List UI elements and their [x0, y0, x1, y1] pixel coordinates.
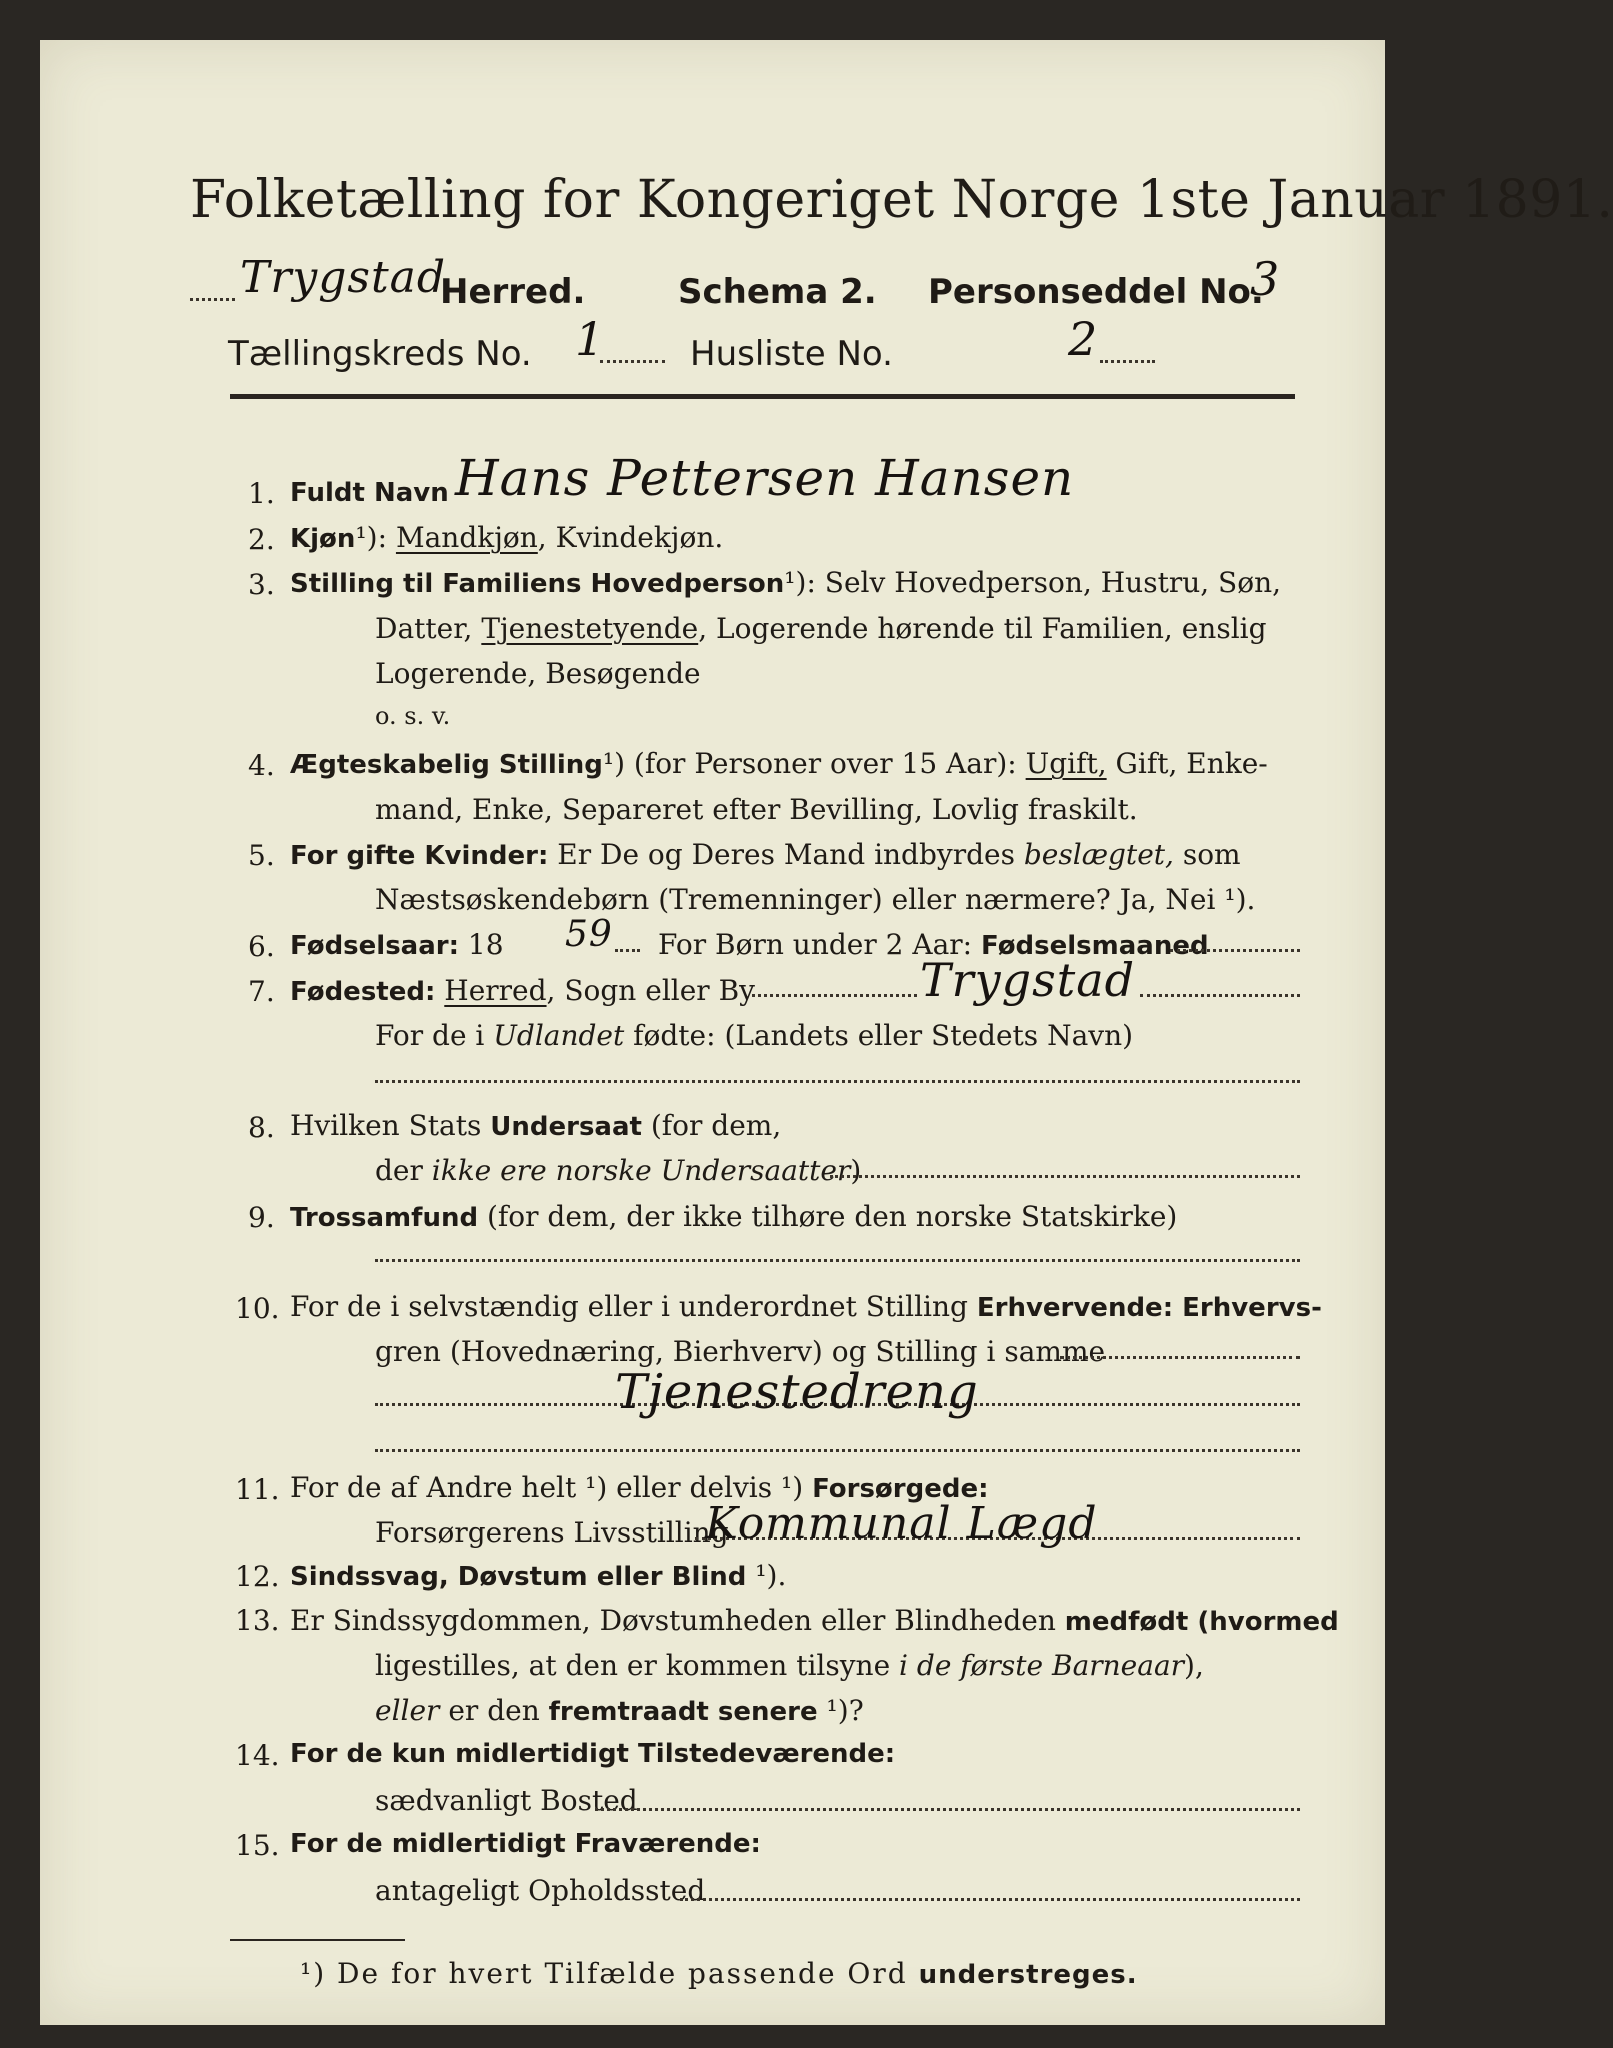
item-5-line-2: Næstsøskendebørn (Tremenninger) eller nærmere? Ja, Nei ¹). [375, 883, 1256, 917]
item-5-question: Er De og Deres Mand indbyrdes [548, 837, 1024, 871]
item-15-line-1: For de midlertidigt Fraværende: [290, 1829, 761, 1860]
item-11-prefix: For de af Andre helt ¹) eller delvis ¹) [290, 1471, 813, 1505]
item-7-dots-right [1140, 994, 1300, 997]
item-6-century: 18 [459, 928, 504, 962]
herred-dotted-line [190, 298, 235, 301]
personseddel-value: 3 [1250, 252, 1281, 306]
item-8-prefix: Hvilken Stats [290, 1109, 491, 1143]
item-7-abroad-prefix: For de i [375, 1018, 494, 1052]
kreds-label: Tællingskreds No. [228, 334, 532, 374]
footnote-bold: understreges. [918, 1960, 1138, 1991]
item-13-barneaar: i de første Barneaar [899, 1649, 1185, 1683]
item-2-option-mandkjon: Mandkjøn [395, 521, 538, 555]
header-rule [230, 394, 1295, 399]
item-7-line-2 [375, 1019, 1133, 1052]
item-10-answer: Tjenestedreng [615, 1364, 979, 1421]
item-8-italic: ikke ere norske Undersaatter [431, 1154, 851, 1188]
form-title: Folketælling for Kongeriget Norge 1ste Januar 1891. [190, 170, 1613, 230]
item-6-year-dots [615, 949, 640, 952]
item-13-line-2a: ligestilles, at den er kommen tilsyne [375, 1649, 900, 1683]
item-11-line-2: Forsørgerens Livsstilling [375, 1516, 729, 1550]
item-13-line-3 [375, 1694, 864, 1727]
item-6-number: 6. [248, 929, 275, 963]
item-13-hvormed: (hvormed [1188, 1607, 1339, 1638]
item-4-qualifier: (for Personer over 15 Aar): [625, 747, 1026, 781]
item-6-month-label: Fødselsmaaned [980, 931, 1209, 962]
item-3-sup: ¹): [784, 566, 816, 600]
item-6-month-dots [1170, 949, 1300, 952]
footnote-rule [230, 1939, 405, 1941]
item-12-sup: ¹). [746, 1559, 787, 1593]
item-14-number: 14. [235, 1739, 280, 1773]
item-5-som: som [1173, 837, 1241, 871]
item-8-qualifier: (for dem, [641, 1109, 782, 1143]
footnote-sup: ¹) [300, 1957, 327, 1991]
item-14-line-2: sædvanligt Bosted [375, 1784, 638, 1818]
item-14-answer-line [595, 1808, 1300, 1811]
item-6-line [290, 928, 504, 961]
item-8-line-1 [290, 1109, 781, 1142]
item-3-line-3: Logerende, Besøgende [375, 656, 701, 690]
item-11-answer: Kommunal Lægd [705, 1497, 1098, 1549]
item-7-dots-left [752, 994, 917, 997]
item-4-sup: ¹) [602, 747, 626, 781]
item-6-infants-label: For Børn under 2 Aar: [658, 928, 981, 962]
item-10-suffix: Erhvervs- [1173, 1293, 1322, 1324]
footnote [300, 1957, 1138, 1990]
item-3-line-2 [375, 612, 1267, 645]
item-3-label: Stilling til Familiens Hovedperson [290, 569, 785, 600]
item-9-answer-line [375, 1259, 1300, 1262]
item-9-number: 9. [248, 1201, 275, 1235]
item-8-close: ) [850, 1154, 862, 1188]
item-9-line [290, 1200, 1177, 1233]
item-6-year: 59 [565, 914, 613, 956]
item-12-line [290, 1559, 786, 1592]
item-10-dots [1060, 1356, 1300, 1359]
item-8-answer-line [830, 1175, 1300, 1178]
schema-label: Schema 2. [678, 272, 877, 312]
item-15-line-2: antageligt Opholdssted [375, 1874, 706, 1908]
item-9-label: Trossamfund [290, 1202, 479, 1233]
item-2-option-kvindekjon: , Kvindekjøn. [537, 521, 724, 555]
item-10-label: Erhvervende: [976, 1293, 1174, 1324]
item-7-line-1 [290, 974, 755, 1007]
item-5-label: For gifte Kvinder: [290, 840, 549, 871]
item-4-label: Ægteskabelig Stilling [290, 750, 603, 781]
item-1-number: 1. [248, 477, 275, 511]
item-2-number: 2. [248, 522, 275, 556]
husliste-value: 2 [1068, 312, 1099, 366]
census-form-sheet [40, 40, 1613, 2025]
item-12-label: Sindssvag, Døvstum eller Blind [290, 1562, 747, 1593]
item-8-line-2 [375, 1154, 861, 1187]
item-1-answer: Hans Pettersen Hansen [455, 449, 1075, 508]
item-10-prefix: For de i selvstændig eller i underordnet Stilling [290, 1290, 977, 1324]
item-13-line-1 [290, 1604, 1339, 1637]
item-10-answer-line-2 [375, 1449, 1300, 1452]
item-1-label: Fuldt Navn [290, 478, 449, 509]
item-10-line-2: gren (Hovednæring, Bierhverv) og Stilling i samme [375, 1335, 1106, 1369]
item-4-number: 4. [248, 748, 275, 782]
item-3-datter: Datter, [375, 611, 482, 645]
item-13-medfodt: medfødt [1064, 1607, 1189, 1638]
item-12-number: 12. [235, 1560, 280, 1594]
item-2-sup: ¹): [355, 521, 388, 555]
item-4-option-ugift: Ugift, [1025, 747, 1107, 781]
item-7-rest: , Sogn eller By [546, 973, 755, 1007]
footnote-text: De for hvert Tilfælde passende Ord [326, 1957, 919, 1991]
herred-label: Herred. [440, 272, 586, 312]
item-8-label: Undersaat [490, 1112, 642, 1143]
item-11-number: 11. [235, 1472, 280, 1506]
item-7-answer-line [375, 1080, 1300, 1083]
item-15-number: 15. [235, 1829, 280, 1863]
item-3-option-tjenestetyende: Tjenestetyende [481, 611, 699, 645]
item-7-udlandet: Udlandet [493, 1018, 625, 1052]
item-3-line-4: o. s. v. [375, 702, 451, 731]
item-3-line-1 [290, 566, 1281, 599]
item-14-line-1: For de kun midlertidigt Tilstedeværende: [290, 1739, 896, 1770]
item-10-line-1 [290, 1290, 1322, 1323]
personseddel-label: Personseddel No. [928, 272, 1264, 312]
item-8-der: der [375, 1154, 432, 1188]
item-2-text [290, 521, 723, 554]
item-10-number: 10. [235, 1291, 280, 1325]
item-13-prefix: Er Sindssygdommen, Døvstumheden eller Blindheden [290, 1604, 1065, 1638]
item-3-rest: Selv Hovedperson, Hustru, Søn, [815, 566, 1282, 600]
item-3-number: 3. [248, 567, 275, 601]
item-13-line-3a: er den [439, 1694, 549, 1728]
item-7-abroad-rest: fødte: (Landets eller Stedets Navn) [624, 1018, 1134, 1052]
kreds-value: 1 [575, 312, 606, 366]
husliste-label: Husliste No. [690, 334, 893, 374]
item-4-line-2: mand, Enke, Separeret efter Bevilling, Lovlig fraskilt. [375, 792, 1138, 826]
item-4-line-1 [290, 747, 1268, 780]
item-13-eller: eller [375, 1694, 440, 1728]
item-13-line-2b: ), [1184, 1649, 1204, 1683]
kreds-dotted-line [600, 360, 665, 363]
item-8-number: 8. [248, 1110, 275, 1144]
item-7-option-herred: Herred [444, 973, 547, 1007]
item-3-line-2-rest: , Logerende hørende til Familien, enslig [698, 611, 1267, 645]
item-2-label: Kjøn [290, 524, 356, 555]
herred-value: Trygstad [240, 252, 447, 303]
item-4-rest: Gift, Enke- [1106, 747, 1268, 781]
item-13-line-2 [375, 1649, 1204, 1682]
item-5-line-1 [290, 838, 1241, 871]
item-5-beslaegtet: beslægtet, [1023, 837, 1174, 871]
item-7-number: 7. [248, 975, 275, 1009]
item-5-number: 5. [248, 839, 275, 873]
item-13-sup: ¹)? [817, 1694, 864, 1728]
item-11-label: Forsørgede: [812, 1474, 989, 1505]
item-13-senere: fremtraadt senere [548, 1697, 818, 1728]
husliste-dotted-line [1100, 360, 1155, 363]
item-13-number: 13. [235, 1604, 280, 1638]
item-15-answer-line [680, 1898, 1300, 1901]
item-9-rest: (for dem, der ikke tilhøre den norske Statskirke) [478, 1199, 1178, 1233]
item-7-answer: Trygstad [920, 953, 1136, 1008]
item-7-label: Fødested: [290, 976, 436, 1007]
item-6-label: Fødselsaar: [290, 931, 459, 962]
